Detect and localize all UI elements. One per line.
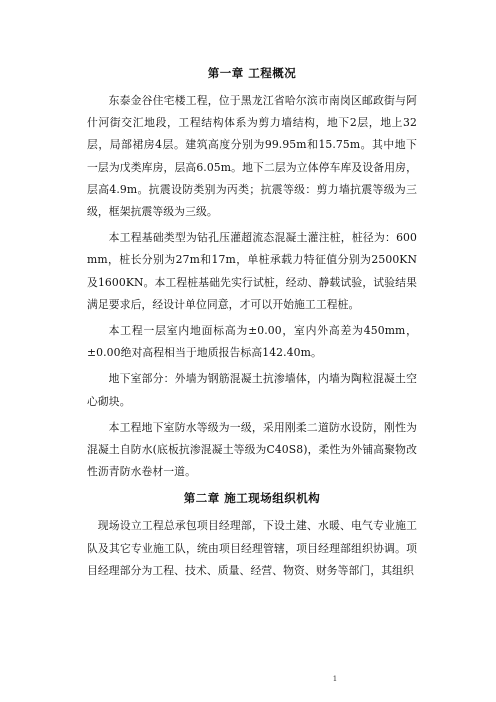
chapter-2-title: 第二章 施工现场组织机构: [183, 491, 321, 506]
chapter-1-paragraph-5: 本工程地下室防水等级为一级，采用刚柔二道防水设防，刚性为混凝土自防水(底板抗渗混凝土等级为C40S8)，柔性为外铺高聚物改性沥青防水卷材一道。: [87, 420, 417, 479]
page-number: 1: [332, 675, 338, 683]
chapter-1-title: 第一章 工程概况: [207, 66, 297, 80]
chapter-1-paragraph-2: 本工程基础类型为钻孔压灌超流态混凝土灌注桩，桩径为：600mm，桩长分别为27m和17m，单桩承载力特征值分别为2500KN及1600KN。本工程桩基础先实行试桩，经动、静载试验，试验结果满足要求后，经设计单位同意，才可以开始施工工程桩。: [87, 231, 417, 311]
chapter-2-paragraph-1: 现场设立工程总承包项目经理部，下设土建、水暖、电气专业施工队及其它专业施工队，统由项目经理管辖，项目经理部组织协调。项目经理部分为工程、技术、质量、经营、物资、财务等部门，其组织: [87, 519, 417, 577]
chapter-1-paragraph-4: 地下室部分：外墙为钢筋混凝土抗渗墙体，内墙为陶粒混凝土空心砌块。: [87, 372, 417, 408]
page-content: [87, 62, 417, 586]
chapter-1-paragraph-1: 东泰金谷住宅楼工程，位于黑龙江省哈尔滨市南岗区邮政街与阿什河街交汇地段，工程结构体系为剪力墙结构，地下2层，地上32层，局部裙房4层。建筑高度分别为99.95m和15.75m。其中地下一层为戊类库房，层高6.05m。地下二层为立体停车库及设备用房，层高4.9m。抗震设防类别为丙类；抗震等级：剪力墙抗震等级为三级，框架抗震等级为三级。: [87, 94, 417, 219]
chapter-1-paragraph-3: 本工程一层室内地面标高为±0.00，室内外高差为450mm，±0.00绝对高程相当于地质报告标高142.40m。: [87, 324, 417, 360]
